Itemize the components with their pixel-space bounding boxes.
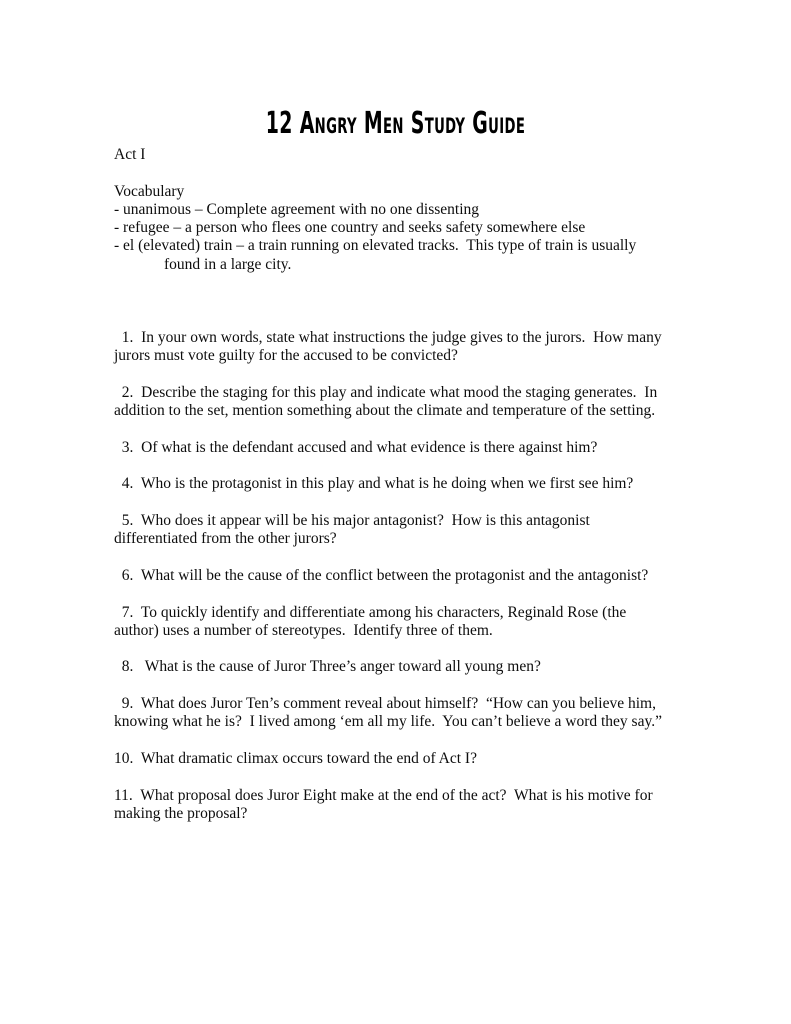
question-item: 5. Who does it appear will be his major antagonist? How is this antagonist differentiated from the other jurors? [114, 512, 594, 548]
question-item: 2. Describe the staging for this play and indicate what mood the staging generates. In addition to the set, mention something about the climate and temperature of the setting. [114, 383, 662, 420]
vocabulary-heading: Vocabulary [114, 182, 185, 200]
question-item: 3. Of what is the defendant accused and what evidence is there against him? [114, 438, 598, 456]
spacer [114, 164, 670, 182]
spacer [114, 274, 670, 329]
question-item: 4. Who is the protagonist in this play and what is he doing when we first see him? [114, 475, 634, 493]
vocabulary-entry: - refugee – a person who flees one country and seeks safety somewhere else [114, 219, 586, 237]
question-item: 8. What is the cause of Juror Three’s anger toward all young men? [114, 658, 541, 676]
question-item: 7. To quickly identify and differentiate among his characters, Reginald Rose (the author) uses a number of stereotypes. Identify three of them. [114, 603, 631, 639]
document-body [114, 146, 670, 823]
question-item: 10. What dramatic climax occurs toward the end of Act I? [114, 749, 477, 767]
question-item: 11. What proposal does Juror Eight make at the end of the act? What is his motive for making the proposal? [114, 786, 657, 822]
act-heading: Act I [114, 146, 146, 163]
vocabulary-entry: - el (elevated) train – a train running on elevated tracks. This type of train is usually [114, 237, 637, 255]
vocabulary-entry: - unanimous – Complete agreement with no one dissenting [114, 200, 480, 218]
document-title: 12 Angry Men Study Guide [265, 106, 526, 142]
question-item: 6. What will be the cause of the conflict between the protagonist and the antagonist? [114, 566, 649, 584]
vocabulary-entry-continuation: found in a large city. [164, 255, 292, 273]
question-item: 9. What does Juror Ten’s comment reveal about himself? “How can you believe him, knowing what he is? I lived among ‘em all my life. You can’t believe a word they say.” [114, 695, 662, 731]
question-item: 1. In your own words, state what instructions the judge gives to the jurors. How many jurors must vote guilty for the accused to be convicted? [114, 329, 666, 365]
